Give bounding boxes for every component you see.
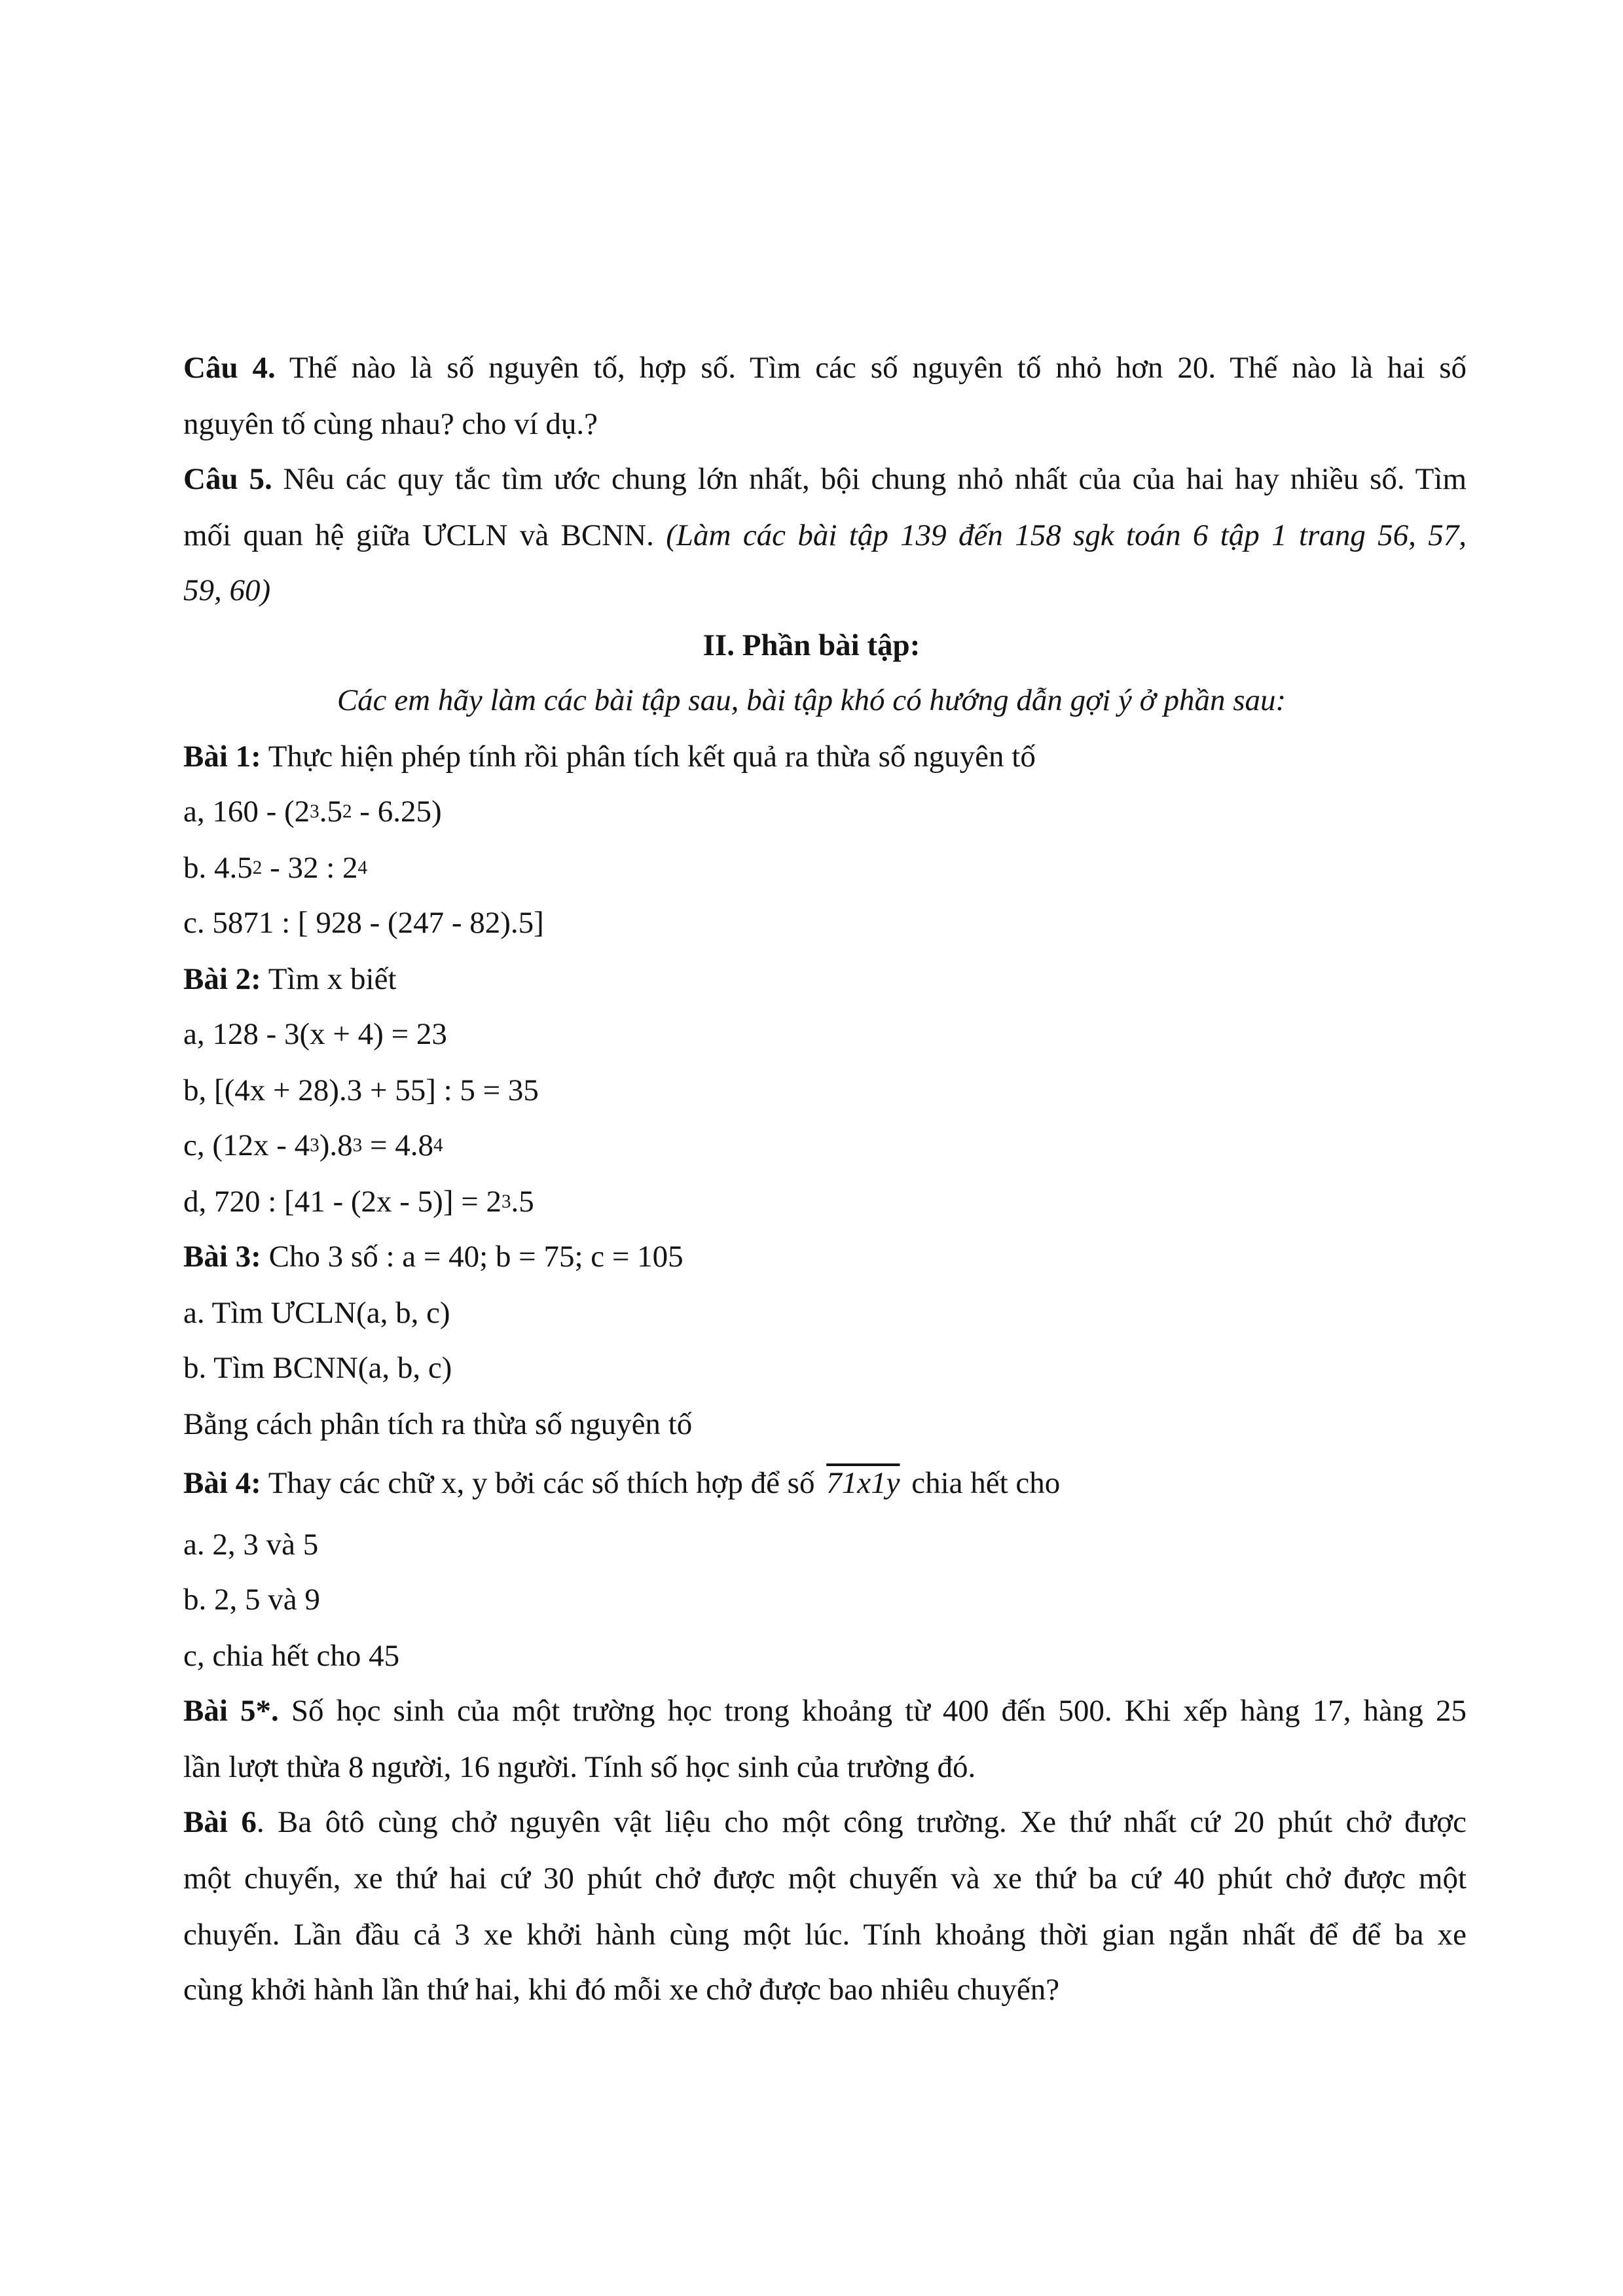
question-5-label: Câu 5. [183,462,272,496]
exercise-1-label: Bài 1: [183,740,261,774]
exercise-2-a: a, 128 - 3(x + 4) = 23 [183,1017,447,1051]
exercise-3-b: b. Tìm BCNN(a, b, c) [183,1351,452,1385]
section-subtitle-text: Các em hãy làm các bài tập sau, bài tập khó có hướng dẫn gợi ý ở phần sau: [337,683,1286,717]
question-4-line-2: nguyên tố cùng nhau? cho ví dụ.? [183,407,598,441]
question-4-line-1 [183,348,1467,387]
exercise-2-heading [183,960,397,999]
section-title [0,626,1623,665]
question-5-reference-end: 59, 60) [183,573,271,607]
exercise-5-line-2: lần lượt thừa 8 người, 16 người. Tính số học sinh của trường đó. [183,1750,976,1784]
exercise-3-note: Bằng cách phân tích ra thừa số nguyên tố [183,1407,693,1441]
exercise-1-text: Thực hiện phép tính rồi phân tích kết quả ra thừa số nguyên tố [268,740,1036,774]
exercise-4-a: a. 2, 3 và 5 [183,1528,319,1562]
exercise-4-c: c, chia hết cho 45 [183,1639,400,1673]
exercise-1-c: c. 5871 : [ 928 - (247 - 82).5] [183,906,544,940]
question-5-line-1 [183,459,1467,499]
exercise-5-line-1 [183,1691,1467,1731]
question-4-label: Câu 4. [183,351,276,385]
exercise-3-a: a. Tìm ƯCLN(a, b, c) [183,1296,450,1330]
exercise-3-text: Cho 3 số : a = 40; b = 75; c = 105 [268,1240,684,1274]
exercise-1-a: a, $160 - (2^3.5^2 - 6.25)$ [183,795,442,829]
question-5-text: Nêu các quy tắc tìm ước chung lớn nhất, bội chung nhỏ nhất của của hai hay nhiều số. Tìm [283,462,1467,496]
question-5-text-2: mối quan hệ giữa ƯCLN và BCNN. [183,518,654,552]
exercise-4-label: Bài 4: [183,1466,261,1500]
exercise-2-c: c, $(12x - 4^3).8^3 = 4.8^4$ [183,1128,443,1162]
exercise-4-b: b. 2, 5 và 9 [183,1583,320,1617]
question-5-line-2 [183,516,1467,555]
exercise-6-text: . Ba ôtô cùng chở nguyên vật liệu cho một công trường. Xe thứ nhất cứ 20 phút chở được [256,1805,1467,1839]
exercise-6-line-1 [183,1803,1467,1842]
exercise-3-label: Bài 3: [183,1240,261,1274]
exercise-5-label: Bài 5*. [183,1694,279,1728]
exercise-2-label: Bài 2: [183,962,261,996]
question-4-text: Thế nào là số nguyên tố, hợp số. Tìm các số nguyên tố nhỏ hơn 20. Thế nào là hai số [289,351,1467,385]
section-subtitle [0,681,1623,720]
exercise-6-line-2: một chuyến, xe thứ hai cứ 30 phút chở được một chuyến và xe thứ ba cứ 40 phút chở được một [183,1861,1467,1895]
exercise-3-heading [183,1237,684,1276]
exercise-6-line-3: chuyến. Lần đầu cả 3 xe khởi hành cùng một lúc. Tính khoảng thời gian ngắn nhất để để ba xe [183,1918,1467,1952]
exercise-2-text: Tìm x biết [268,962,397,996]
question-5-reference: (Làm các bài tập 139 đến 158 sgk toán 6 tập 1 trang 56, 57, [666,518,1467,552]
exercise-6-label: Bài 6 [183,1805,257,1839]
exercise-4-heading [183,1463,1060,1503]
exercise-2-d: d, 720 : $[41 - (2x - 5)] = 2^3.5$ [183,1185,534,1219]
exercise-4-number: 71x1y [826,1466,900,1500]
exercise-2-b: b, [(4x + 28).3 + 55] : 5 = 35 [183,1073,539,1107]
exercise-4-text-end: chia hết cho [911,1466,1061,1500]
exercise-4-text: Thay các chữ x, y bởi các số thích hợp để số [268,1466,815,1500]
exercise-6-line-4: cùng khởi hành lần thứ hai, khi đó mỗi xe chở được bao nhiêu chuyến? [183,1973,1060,2007]
exercise-1-heading [183,737,1036,776]
section-title-text: II. Phần bài tập: [702,628,921,662]
exercise-5-text: Số học sinh của một trường học trong khoảng từ 400 đến 500. Khi xếp hàng 17, hàng 25 [291,1694,1467,1728]
question-5-line-3 [183,571,270,610]
exercise-1-b: b. $4.5^2 - 32$ : $2^4$ [183,851,368,885]
